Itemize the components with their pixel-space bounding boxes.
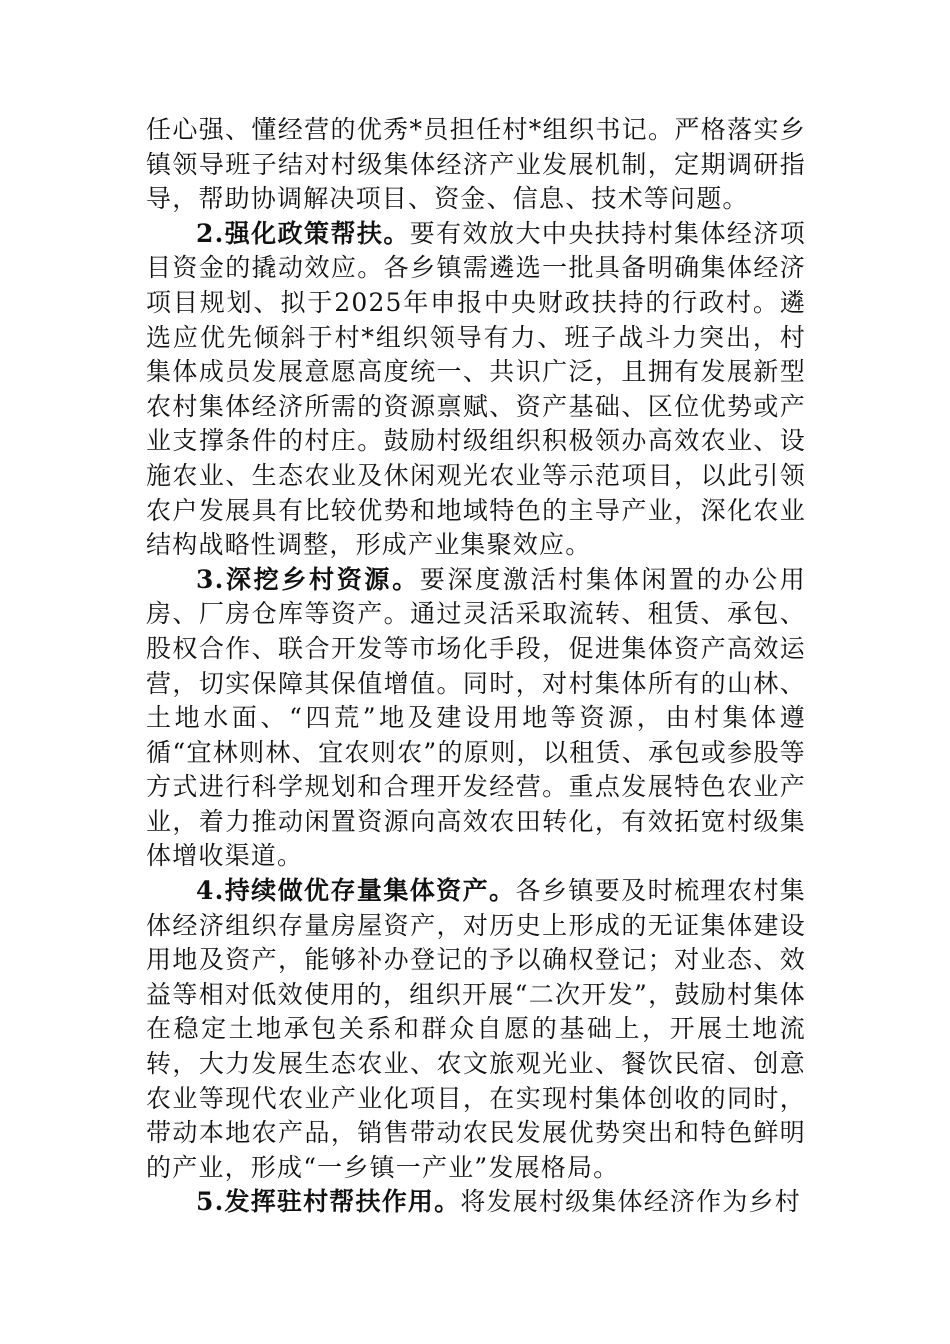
paragraph-policy-support [146,217,806,563]
paragraph-text: 要深度激活村集体闲置的办公用房、厂房仓库等资产。通过灵活采取流转、租赁、承包、股权合作、联合开发等市场化手段，促进集体资产高效运营，切实保障其保值增值。同时，对村集体所有的山林、土地水面、“四荒”地及建设用地等资源，由村集体遵循“宜林则林、宜农则农”的原则，以租赁、承包或参股等方式进行科学规划和合理开发经营。重点发展特色农业产业，着力推动闲置资源向高效农田转化，有效拓宽村级集体增收渠道。 [146,564,806,871]
paragraph-heading: 5.发挥驻村帮扶作用。 [196,1187,461,1217]
paragraph-continuation [146,113,806,217]
paragraph-text: 各乡镇要及时梳理农村集体经济组织存量房屋资产，对历史上形成的无证集体建设用地及资产，能够补办登记的予以确权登记；对业态、效益等相对低效使用的，组织开展“二次开发”，鼓励村集体在稳定土地承包关系和群众自愿的基础上，开展土地流转，大力发展生态农业、农文旅观光业、餐饮民宿、创意农业等现代农业产业化项目，在实现村集体创收的同时，带动本地农产品，销售带动农民发展优势突出和特色鲜明的产业，形成“一乡镇一产业”发展格局。 [146,876,807,1182]
paragraph-village-assistance [146,1185,806,1220]
paragraph-heading: 4.持续做优存量集体资产。 [196,876,516,906]
paragraph-heading: 3.深挖乡村资源。 [196,564,420,594]
paragraph-text: 将发展村级集体经济作为乡村 [460,1187,801,1217]
paragraph-rural-resources [146,563,806,874]
paragraph-heading: 2.强化政策帮扶。 [196,218,410,248]
paragraph-text: 要有效放大中央扶持村集体经济项目资金的撬动效应。各乡镇需遴选一批具备明确集体经济项目规划、拟于2025年申报中央财政扶持的行政村。遴选应优先倾斜于村*组织领导有力、班子战斗力突出，村集体成员发展意愿高度统一、共识广泛，且拥有发展新型农村集体经济所需的资源禀赋、资产基础、区位优势或产业支撑条件的村庄。鼓励村级组织积极领办高效农业、设施农业、生态农业及休闲观光农业等示范项目，以此引领农户发展具有比较优势和地域特色的主导产业，深化农业结构战略性调整，形成产业集聚效应。 [146,218,806,560]
paragraph-stock-assets [146,874,806,1185]
document-body [146,113,806,1220]
paragraph-text: 任心强、懂经营的优秀*员担任村*组织书记。严格落实乡镇领导班子结对村级集体经济产业发展机制，定期调研指导，帮助协调解决项目、资金、信息、技术等问题。 [146,115,806,214]
